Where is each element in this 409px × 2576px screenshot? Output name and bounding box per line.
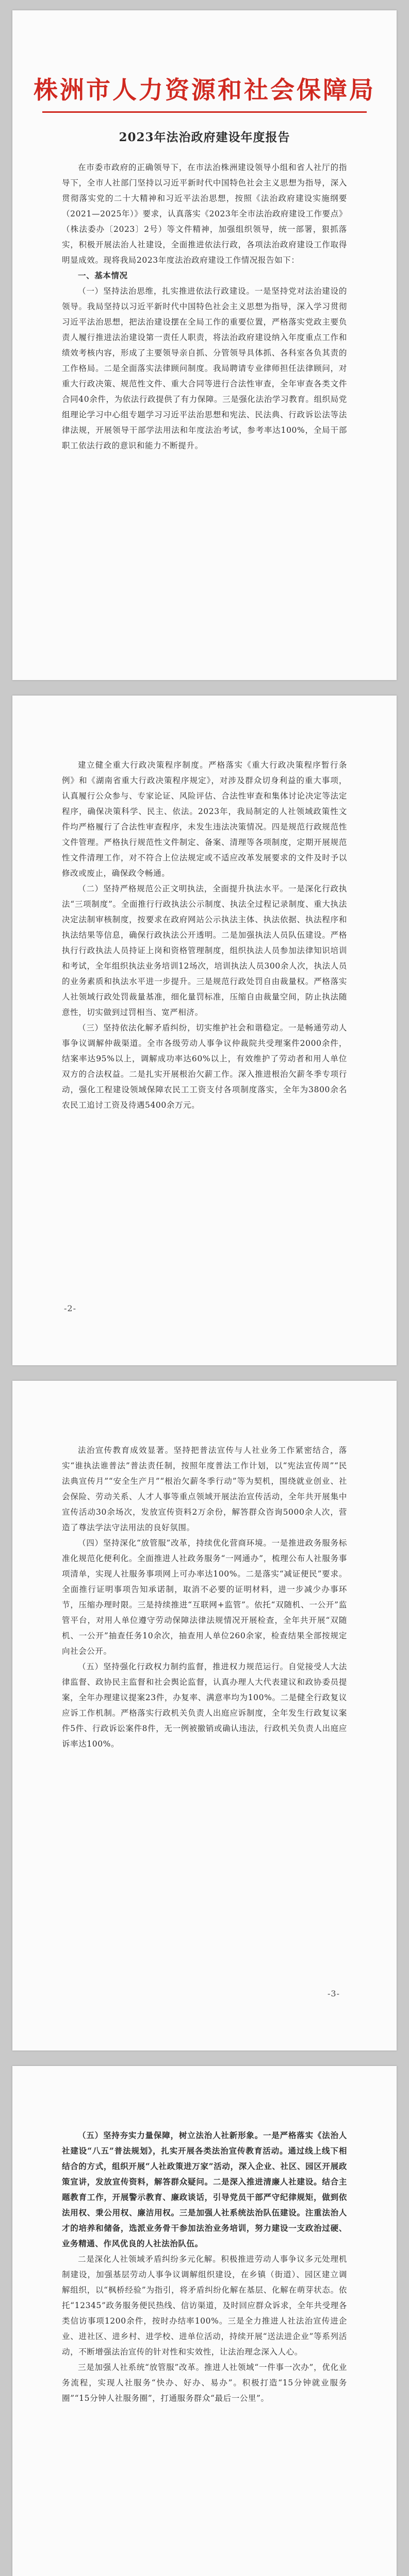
document-page-2 (12, 696, 397, 1365)
body-paragraph: 法治宣传教育成效显著。坚持把普法宣传与人社业务工作紧密结合，落实“谁执法谁普法”普法责任制，按照年度普法工作计划，以“宪法宣传周”“民法典宣传月”“安全生产月”“根治欠薪冬季行动”等为契机，围绕就业创业、社会保险、劳动关系、人才人事等重点领域开展法治宣传活动，全年共开展集中宣传活动30余场次，发放宣传资料2万余份，解答群众咨询5000余人次，营造了尊法学法守法用法的良好氛围。 (62, 1446, 347, 1532)
document-page-3 (12, 1381, 397, 2050)
section-heading: 一、基本情况 (78, 270, 128, 280)
body-paragraph: 三是加强人社系统“放管服”改革。推进人社领域“一件事一次办”，优化业务流程，实现人社服务“快办、好办、易办”。积极打造“15分钟就业服务圈”“15分钟人社服务圈”，打通服务群众“最后一公里”。 (62, 2363, 347, 2403)
org-banner: 株洲市人力资源和社会保障局 (34, 76, 375, 105)
page-4-body (62, 2128, 347, 2406)
document-page-4 (12, 2066, 397, 2576)
page-number: -2- (64, 1303, 76, 1313)
page-number: -3- (328, 1989, 340, 1998)
intro-paragraph: 在市委市政府的正确领导下，在市法治株洲建设领导小组和省人社厅的指导下，全市人社部门坚持以习近平新时代中国特色社会主义思想为指导，深入贯彻落实党的二十大精神和习近平法治思想，按照《法治政府建设实施纲要（2021—2025年）》要求，认真落实《2023年全市法治政府建设工作要点》（株法委办〔2023〕2号）等文件精神，加强组织领导，统一部署，狠抓落实，积极开展法治人社建设，全面推进依法行政，各项法治政府建设工作取得明显成效。现将我局2023年度法治政府建设工作情况报告如下： (62, 163, 347, 265)
page-1-body (62, 160, 347, 453)
document-title: 2023年法治政府建设年度报告 (119, 130, 290, 144)
body-paragraph: （三）坚持依法化解矛盾纠纷，切实维护社会和谐稳定。一是畅通劳动人事争议调解仲裁渠道。全市各级劳动人事争议仲裁院共受理案件2000余件，结案率达95%以上，调解成功率达60%以上，有效维护了劳动者和用人单位双方的合法权益。二是扎实开展根治欠薪工作。深入推进根治欠薪冬季专项行动，强化工程建设领域保障农民工工资支付各项制度落实，全年为3800余名农民工追讨工资及待遇5400余万元。 (62, 1023, 347, 1110)
body-paragraph: （一）坚持法治思维，扎实推进依法行政建设。一是坚持党对法治建设的领导。我局坚持以习近平新时代中国特色社会主义思想为指导，深入学习贯彻习近平法治思想，把法治建设摆在全局工作的重要位置，严格落实党政主要负责人履行推进法治建设第一责任人职责，将法治政府建设纳入年度重点工作和绩效考核内容，形成了主要领导亲自抓、分管领导具体抓、各科室各负其责的工作格局。二是全面落实法律顾问制度。我局聘请专业律师担任法律顾问，对重大行政决策、规范性文件、重大合同等进行合法性审查，全年审查各类文件合同40余件，为依法行政提供了有力保障。三是强化法治学习教育。组织局党组理论学习中心组专题学习习近平法治思想和宪法、民法典、行政诉讼法等法律法规，开展领导干部学法用法和年度法治考试，参考率达100%，全局干部职工依法行政的意识和能力不断提升。 (62, 286, 347, 450)
body-paragraph: 建立健全重大行政决策程序制度。严格落实《重大行政决策程序暂行条例》和《湖南省重大行政决策程序规定》，对涉及群众切身利益的重大事项，认真履行公众参与、专家论证、风险评估、合法性审查和集体讨论决定等法定程序，确保决策科学、民主、依法。2023年，我局制定的人社领域政策性文件均严格履行了合法性审查程序，未发生违法决策情况。四是规范行政规范性文件管理。严格执行规范性文件制定、备案、清理等各项制度，定期开展规范性文件清理工作，对不符合上位法规定或不适应改革发展要求的文件及时予以修改或废止，确保政令畅通。 (62, 760, 347, 878)
page-2-body (62, 757, 347, 1113)
body-paragraph: 二是深化人社领域矛盾纠纷多元化解。积极推进劳动人事争议多元处理机制建设，加强基层劳动人事争议调解组织建设，在乡镇（街道）、园区建立调解组织，以“枫桥经验”为指引，将矛盾纠纷化解在基层、化解在萌芽状态。依托“12345”政务服务便民热线、信访渠道，及时回应群众诉求，全年共受理各类信访事项1200余件，按时办结率100%。三是全力推进人社法治宣传进企业、进社区、进乡村、进学校、进单位活动，持续开展“送法进企业”等系列活动，不断增强法治宣传的针对性和实效性，让法治理念深入人心。 (62, 2255, 347, 2357)
page-3-body (62, 1443, 347, 1752)
body-paragraph: （五）坚持强化行政权力制约监督，推进权力规范运行。自觉接受人大法律监督、政协民主监督和社会舆论监督，认真办理人大代表建议和政协委员提案，全年办理建议提案23件，办复率、满意率均为100%。二是健全行政复议应诉工作机制。严格落实行政机关负责人出庭应诉制度，全年发生行政复议案件5件、行政诉讼案件8件，无一例被撤销或确认违法，行政机关负责人出庭应诉率达100%。 (62, 1662, 347, 1749)
red-divider (42, 111, 367, 113)
body-paragraph: （二）坚持严格规范公正文明执法，全面提升执法水平。一是深化行政执法“三项制度”。全面推行行政执法公示制度、执法全过程记录制度、重大执法决定法制审核制度，按要求在政府网站公示执法主体、执法依据、执法程序和执法结果等信息，确保行政执法公开透明。二是加强执法人员队伍建设。严格执行行政执法人员持证上岗和资格管理制度，组织执法人员参加法律知识培训和考试，全年组织执法业务培训12场次，培训执法人员300余人次，执法人员的业务素质和执法水平进一步提升。三是规范行政处罚自由裁量权。严格落实人社领域行政处罚裁量基准，细化量罚标准，压缩自由裁量空间，防止执法随意性，切实做到过罚相当、宽严相济。 (62, 884, 347, 1017)
document-page-1 (12, 10, 397, 680)
body-paragraph: （五）坚持夯实力量保障，树立法治人社新形象。一是严格落实《法治人社建设“八五”普法规划》，扎实开展各类法治宣传教育活动。通过线上线下相结合的方式，组织开展“人社政策进万家”活动，深入企业、社区、园区开展政策宣讲，发放宣传资料，解答群众疑问。二是深入推进清廉人社建设。结合主题教育工作，开展警示教育、廉政谈话，引导党员干部严守纪律规矩，做到依法用权、秉公用权、廉洁用权。三是加强人社系统法治队伍建设。注重法治人才的培养和储备，选派业务骨干参加法治业务培训，努力建设一支政治过硬、业务精通、作风优良的人社法治队伍。 (62, 2130, 347, 2248)
body-paragraph: （四）坚持深化“放管服”改革，持续优化营商环境。一是推进政务服务标准化规范化便利化。全面推进人社政务服务“一网通办”，梳理公布人社服务事项清单，实现人社服务事项网上可办率达100%。二是落实“减证便民”要求。全面推行证明事项告知承诺制，取消不必要的证明材料，进一步减少办事环节，压缩办理时限。三是持续推进“互联网+监管”。依托“双随机、一公开”监管平台，对用人单位遵守劳动保障法律法规情况开展检查，全年共开展“双随机、一公开”抽查任务10余次，抽查用人单位260余家，检查结果全部按规定向社会公开。 (62, 1538, 347, 1656)
